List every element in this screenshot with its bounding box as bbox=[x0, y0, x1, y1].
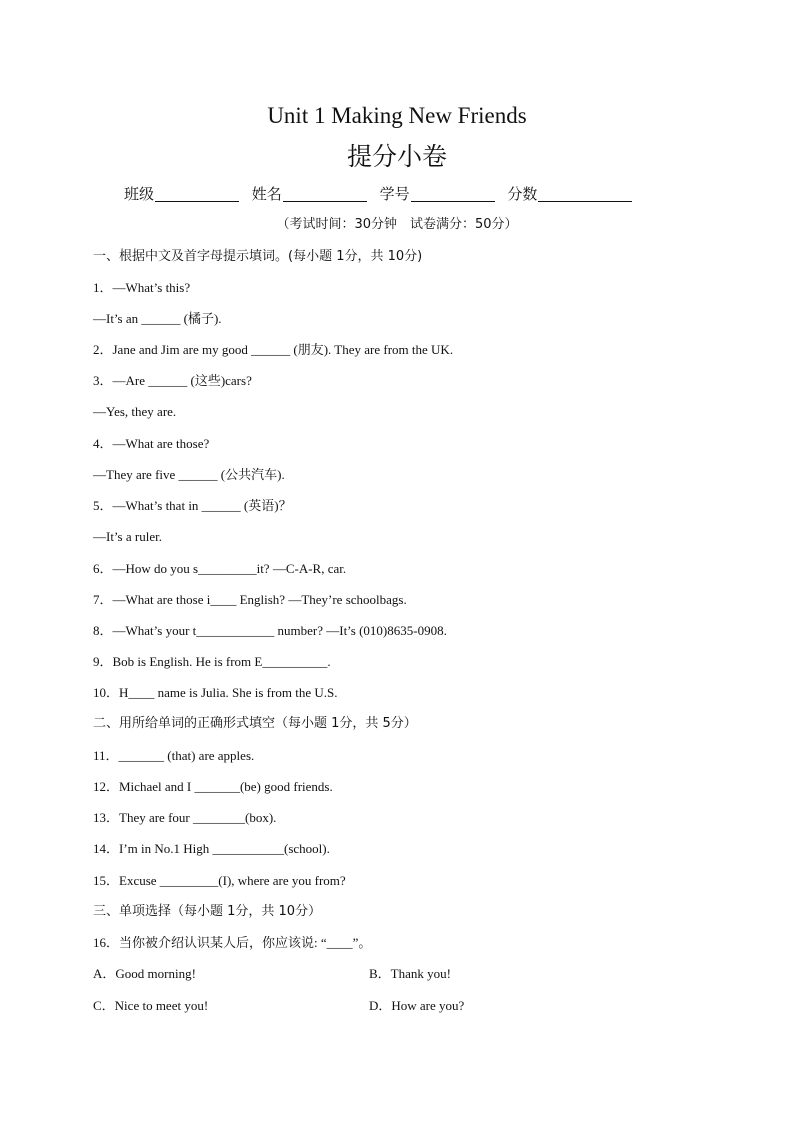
class-field bbox=[124, 182, 239, 206]
name-blank[interactable] bbox=[283, 185, 367, 202]
question-line: 3．—Are ______ (这些)cars? bbox=[93, 373, 252, 388]
question-line: 1．—What’s this? bbox=[93, 280, 191, 295]
question-line: 5．—What’s that in ______ (英语)？ bbox=[93, 498, 292, 513]
question-line: 14．I’m in No.1 High ___________(school). bbox=[93, 841, 330, 856]
section-heading-1: 一、根据中文及首字母提示填词。(每小题 1分，共 10分) bbox=[93, 249, 423, 264]
option-a[interactable]: A．Good morning! bbox=[93, 966, 196, 981]
student-id-label: 学号 bbox=[379, 185, 410, 203]
score-blank[interactable] bbox=[538, 185, 632, 202]
question-line: 15．Excuse _________(I), where are you from? bbox=[93, 873, 346, 888]
question-line: 11．_______ (that) are apples. bbox=[93, 748, 255, 763]
question-line: 7．—What are those i____ English? —They’re schoolbags. bbox=[93, 592, 407, 607]
question-line: —Yes, they are. bbox=[93, 404, 177, 419]
question-line: 6．—How do you s_________it? —C-A-R, car. bbox=[93, 561, 347, 576]
question-line: 4．—What are those? bbox=[93, 436, 210, 451]
option-d[interactable]: D．How are you? bbox=[369, 998, 465, 1013]
option-b[interactable]: B．Thank you! bbox=[369, 966, 451, 981]
title-chinese: 提分小卷 bbox=[346, 142, 447, 171]
question-line: 12．Michael and I _______(be) good friends. bbox=[93, 779, 333, 794]
question-line: 16．当你被介绍认识某人后，你应该说: “____”。 bbox=[93, 935, 372, 950]
question-line: 10．H____ name is Julia. She is from the U.S. bbox=[93, 685, 338, 700]
score-field bbox=[507, 182, 632, 206]
student-id-field bbox=[380, 182, 495, 206]
score-label: 分数 bbox=[507, 185, 538, 203]
student-id-blank[interactable] bbox=[411, 185, 495, 202]
option-c[interactable]: C．Nice to meet you! bbox=[93, 998, 209, 1013]
question-line: —It’s an ______ (橘子). bbox=[93, 311, 222, 326]
question-line: 9．Bob is English. He is from E__________. bbox=[93, 654, 331, 669]
section-heading-2: 二、用所给单词的正确形式填空（每小题 1分，共 5分） bbox=[93, 716, 417, 731]
question-line: —They are five ______ (公共汽车). bbox=[93, 467, 285, 482]
student-info-row bbox=[124, 182, 664, 206]
section-heading-3: 三、单项选择（每小题 1分，共 10分） bbox=[93, 904, 322, 919]
question-line: 13．They are four ________(box). bbox=[93, 810, 277, 825]
title-english: Unit 1 Making New Friends bbox=[267, 103, 527, 128]
class-label: 班级 bbox=[124, 185, 155, 203]
question-line: —It’s a ruler. bbox=[93, 529, 162, 544]
class-blank[interactable] bbox=[155, 185, 239, 202]
exam-info: （考试时间：30分钟 试卷满分：50分） bbox=[276, 217, 518, 232]
question-line: 2．Jane and Jim are my good ______ (朋友). They are from the UK. bbox=[93, 342, 454, 357]
question-line: 8．—What’s your t____________ number? —It’s (010)8635-0908. bbox=[93, 623, 447, 638]
name-label: 姓名 bbox=[251, 185, 282, 203]
name-field bbox=[252, 182, 367, 206]
